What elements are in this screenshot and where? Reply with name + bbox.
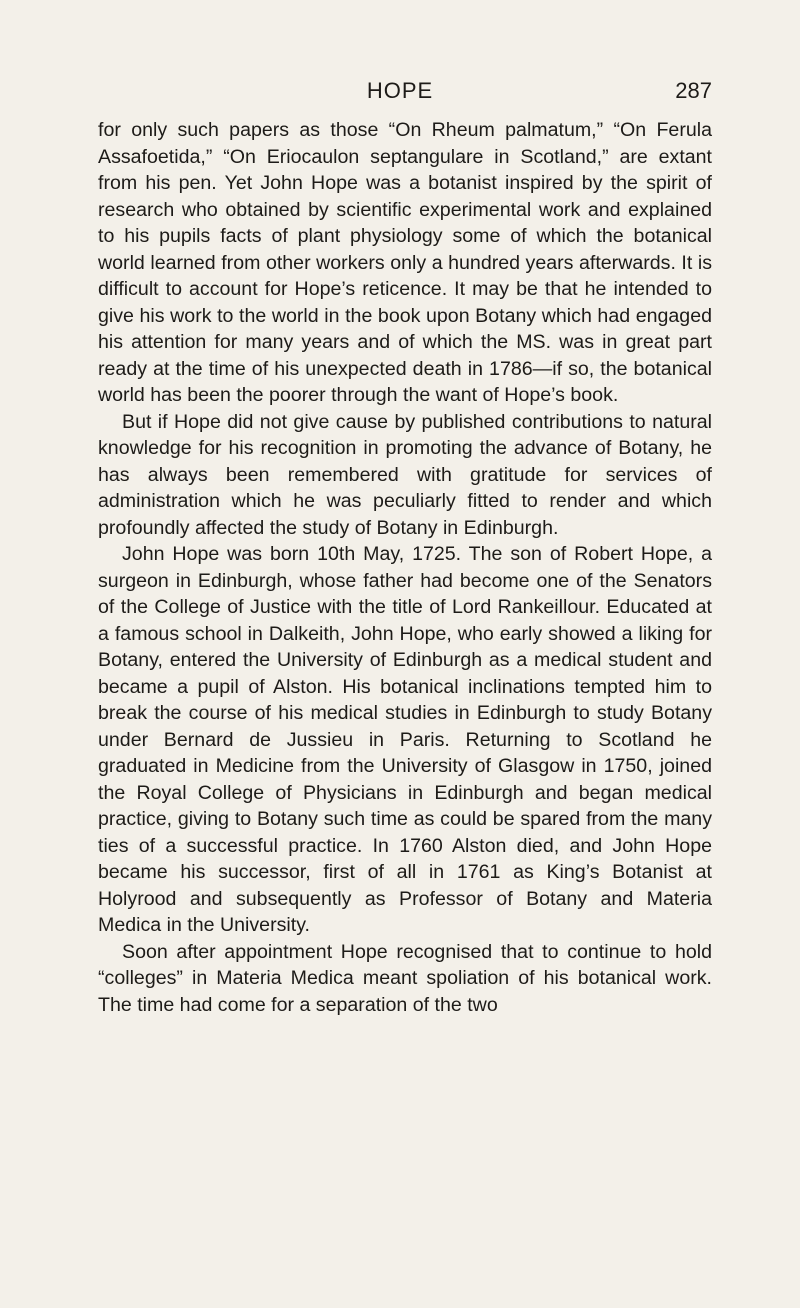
paragraph-4: Soon after appointment Hope recognised that to continue to hold “colleges” in Materia Medica meant spoliation of his botanical work. The time had come for a separation of the two — [98, 940, 712, 1016]
body-text — [98, 117, 712, 1018]
running-head — [0, 76, 800, 106]
page-number: 287 — [675, 78, 712, 103]
paragraph-3: John Hope was born 10th May, 1725. The son of Robert Hope, a surgeon in Edinburgh, whose father had become one of the Senators of the College of Justice with the title of Lord Rankeillour. Educated at a famous school in Dalkeith, John Hope, who early showed a liking for Botany, entered the University of Edinburgh as a medical student and became a pupil of Alston. His botanical inclinations tempted him to break the course of his medical studies in Edinburgh to study Botany under Bernard de Jussieu in Paris. Returning to Scotland he graduated in Medicine from the University of Glasgow in 1750, joined the Royal College of Physicians in Edinburgh and began medical practice, giving to Botany such time as could be spared from the many ties of a successful practice. In 1760 Alston died, and John Hope became his successor, first of all in 1761 as King’s Botanist at Holyrood and subsequently as Professor of Botany and Materia Medica in the University. — [98, 543, 712, 936]
paragraph-1: for only such papers as those “On Rheum palmatum,” “On Ferula Assafoetida,” “On Eriocaulon septangulare in Scotland,” are extant from his pen. Yet John Hope was a botanist inspired by the spirit of research who obtained by scientific experimental work and explained to his pupils facts of plant physiology some of which the botanical world learned from other workers only a hundred years afterwards. It is difficult to account for Hope’s reticence. It may be that he intended to give his work to the world in the book upon Botany which had engaged his attention for many years and of which the MS. was in great part ready at the time of his unexpected death in 1786—if so, the botanical world has been the poorer through the want of Hope’s book. — [98, 119, 712, 406]
paragraph-2: But if Hope did not give cause by published contributions to natural knowledge for his recognition in promoting the advance of Botany, he has always been remembered with gratitude for services of administration which he was peculiarly fitted to render and which profoundly affected the study of Botany in Edinburgh. — [98, 410, 712, 539]
running-title: HOPE — [366, 78, 434, 103]
